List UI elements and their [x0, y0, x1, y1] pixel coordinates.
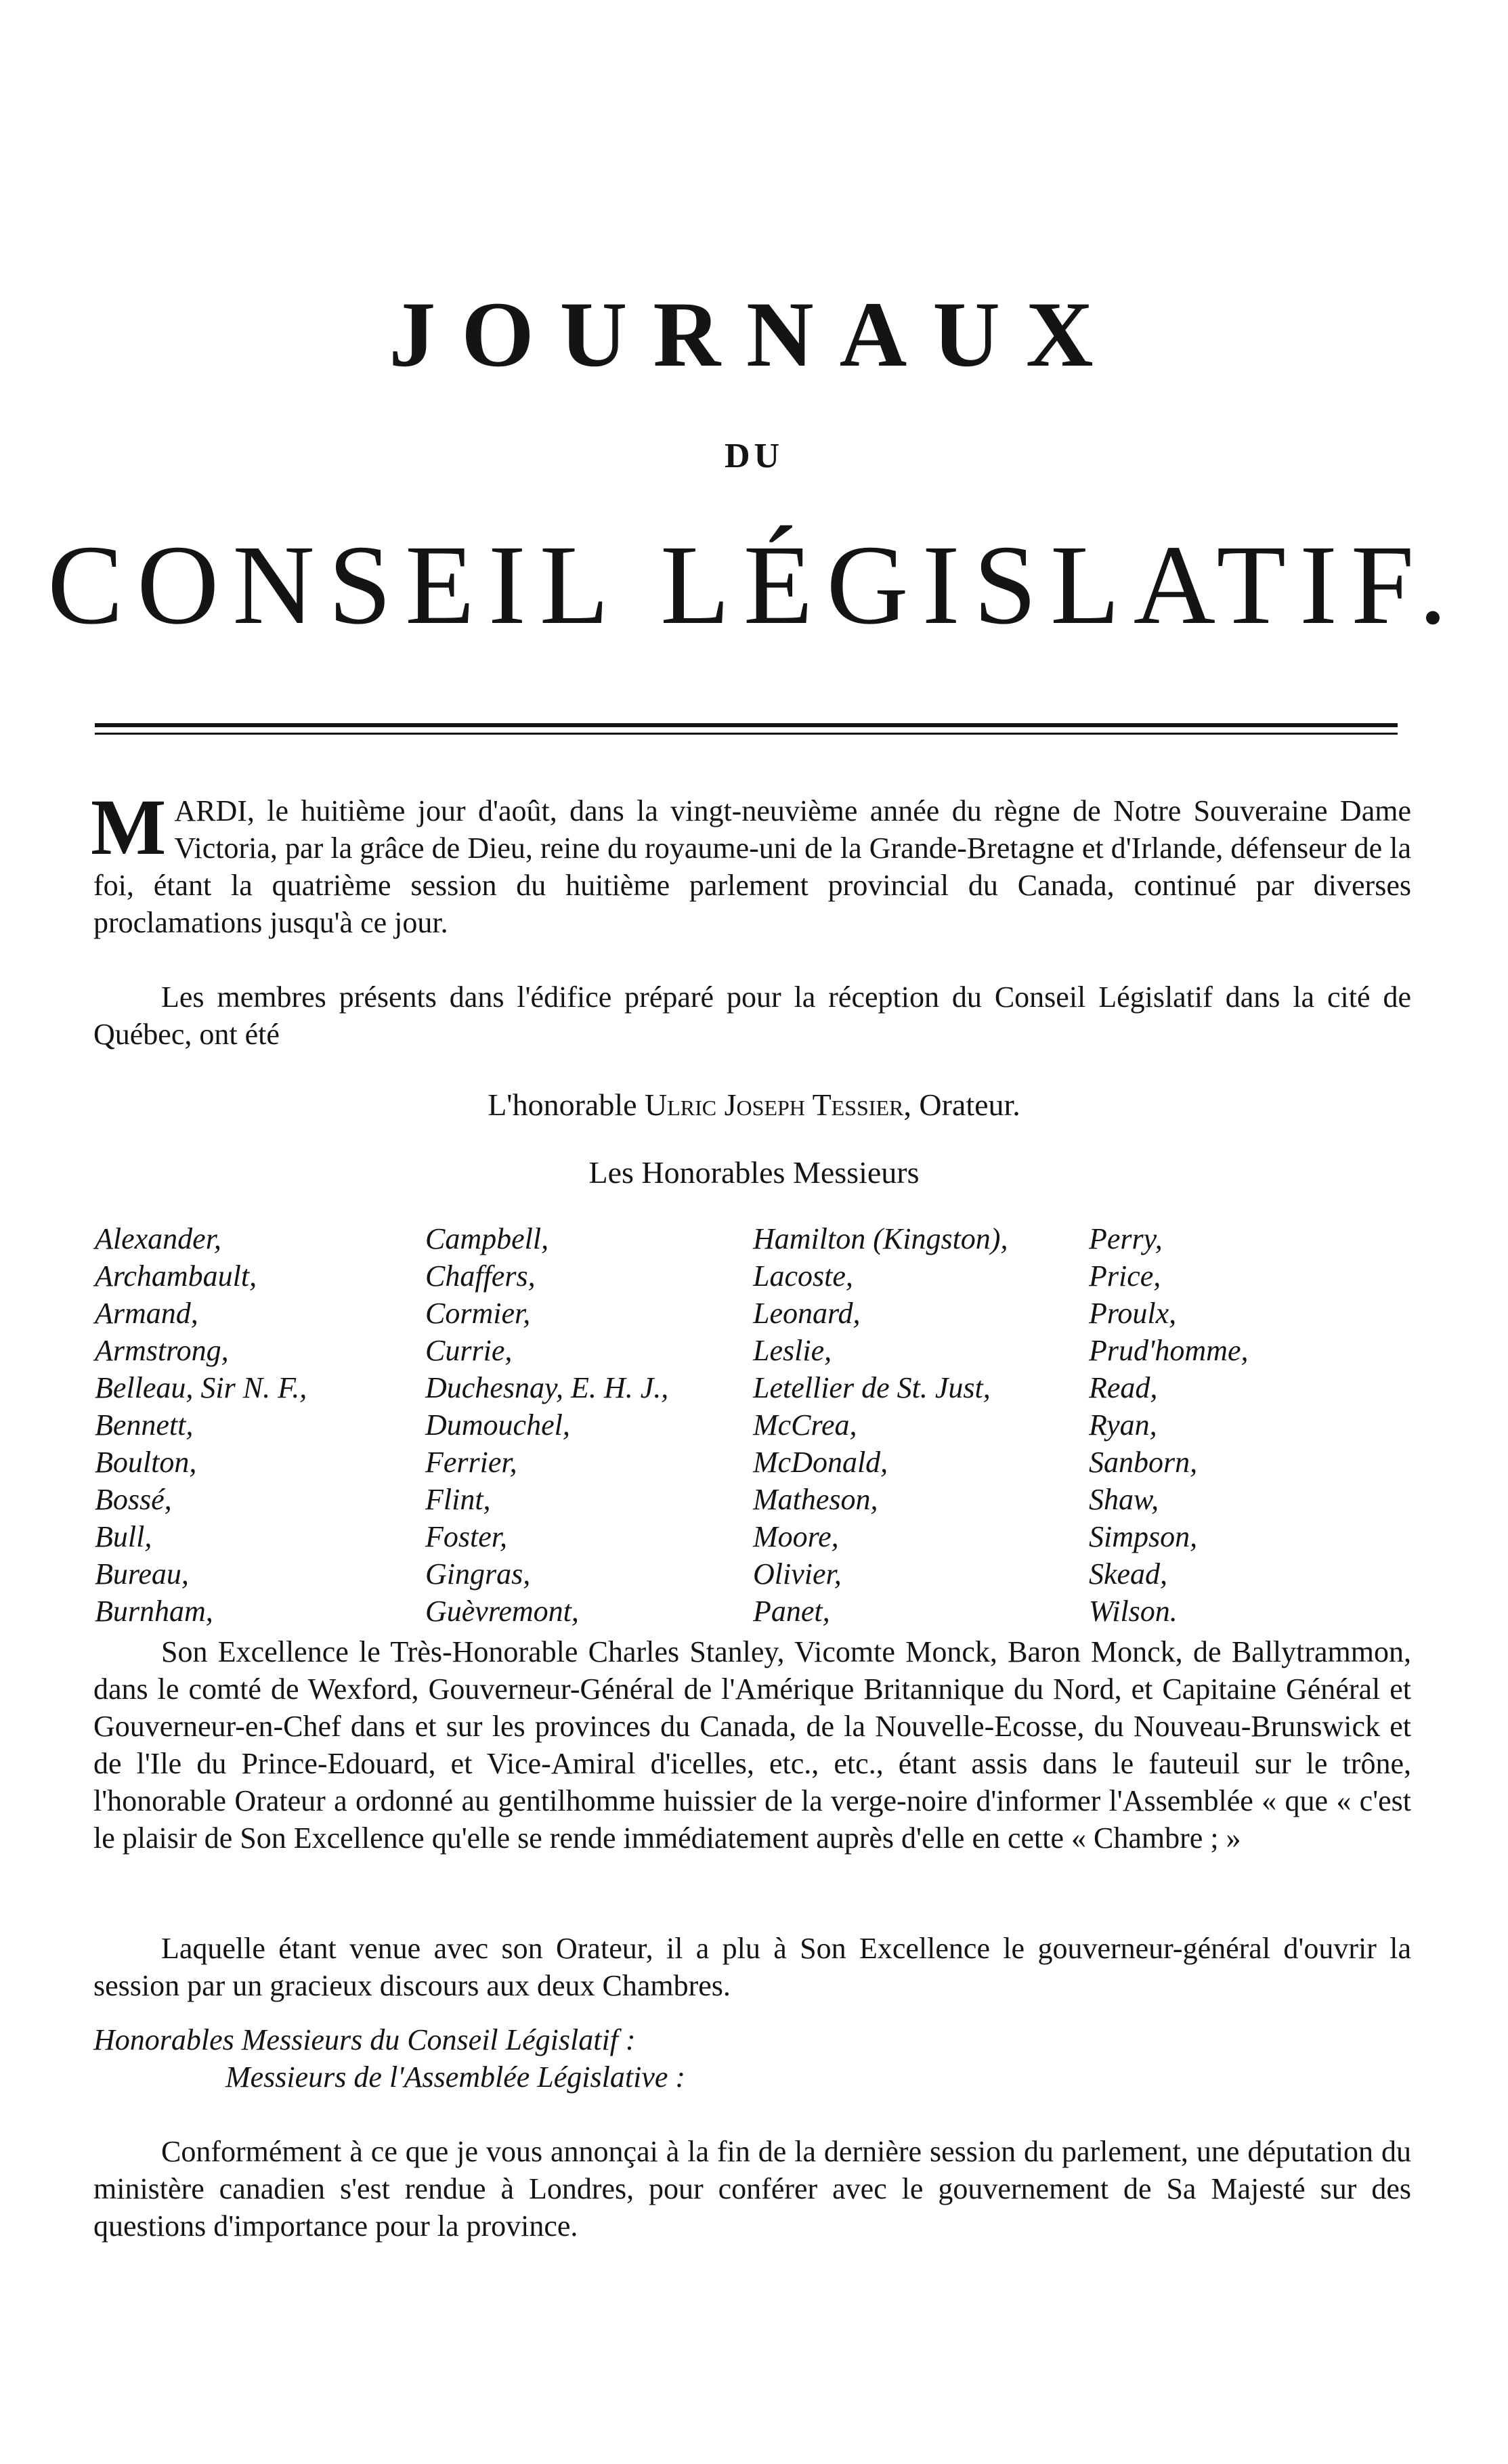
speaker-prefix: L'honorable [488, 1087, 637, 1122]
member-name: Proulx, [1089, 1297, 1177, 1330]
member-name: Boulton, [95, 1446, 197, 1479]
member-name: Panet, [753, 1595, 830, 1628]
members-column-4 [1089, 1220, 1249, 1630]
member-name: Guèvremont, [425, 1595, 579, 1628]
speaker-line [0, 1087, 1508, 1123]
member-name: Wilson. [1089, 1595, 1178, 1628]
address-assembly: Messieurs de l'Assemblée Législative : [225, 2060, 686, 2094]
member-name: Perry, [1089, 1222, 1163, 1255]
assembly-paragraph [93, 1930, 1411, 2004]
member-name: Bureau, [95, 1557, 189, 1591]
members-column-2 [425, 1220, 668, 1630]
opening-paragraph [91, 783, 1411, 941]
member-name: Lacoste, [753, 1259, 853, 1293]
member-name: McCrea, [753, 1408, 857, 1442]
member-name: Dumouchel, [425, 1408, 570, 1442]
member-name: Cormier, [425, 1297, 531, 1330]
member-name: Hamilton (Kingston), [753, 1222, 1008, 1255]
member-name: Skead, [1089, 1557, 1168, 1591]
member-name: Price, [1089, 1259, 1161, 1293]
governor-text: Son Excellence le Très-Honorable Charles Stanley, Vicomte Monck, Baron Monck, de Ballytrammon, dans le comté de Wexford, Gouverneur-Général de l'Amérique Britannique du Nord, et Capitaine Général et Gouverneur-en-Chef dans et sur les provinces du Canada, de la Nouvelle-Ecosse, du Nouveau-Brunswick et de l'Ile du Prince-Edouard, et Vice-Amiral d'icelles, etc., etc., étant assis dans le fauteuil sur le trône, l'honorable Orateur a ordonné au gentilhomme huissier de la verge-noire d'informer l'Assemblée « que « c'est le plaisir de Son Excellence qu'elle se rende immédiatement auprès d'elle en cette « Chambre ; » [93, 1635, 1411, 1855]
member-name: Alexander, [95, 1222, 221, 1255]
member-name: Bull, [95, 1520, 152, 1553]
member-name: Flint, [425, 1483, 491, 1516]
title-journaux: JOURNAUX [389, 282, 1119, 386]
speech-paragraph [93, 2133, 1411, 2245]
members-intro-paragraph [93, 978, 1411, 1053]
member-name: Moore, [753, 1520, 839, 1553]
member-name: Burnham, [95, 1595, 213, 1628]
member-name: Shaw, [1089, 1483, 1159, 1516]
governor-paragraph [93, 1633, 1411, 1857]
member-name: Matheson, [753, 1483, 878, 1516]
member-name: Gingras, [425, 1557, 531, 1591]
member-name: Bennett, [95, 1408, 194, 1442]
members-intro-text: Les membres présents dans l'édifice préparé pour la réception du Conseil Législatif dans la cité de Québec, ont été [93, 980, 1411, 1051]
drop-cap: M [91, 783, 167, 871]
member-name: Currie, [425, 1334, 513, 1367]
members-column-1 [95, 1220, 307, 1630]
member-name: Olivier, [753, 1557, 842, 1591]
member-name: Belleau, Sir N. F., [95, 1371, 307, 1404]
double-rule-bottom [95, 733, 1398, 735]
member-name: Archambault, [95, 1259, 257, 1293]
members-column-3 [753, 1220, 1008, 1630]
member-name: Duchesnay, E. H. J., [425, 1371, 669, 1404]
title-conseil-legislatif: CONSEIL LÉGISLATIF. [47, 522, 1461, 648]
member-name: Ferrier, [425, 1446, 517, 1479]
member-name: Prud'homme, [1089, 1334, 1249, 1367]
member-name: Campbell, [425, 1222, 549, 1255]
double-rule-top [95, 723, 1398, 727]
member-name: Armstrong, [95, 1334, 229, 1367]
title-du: DU [724, 437, 784, 475]
member-name: Armand, [95, 1297, 198, 1330]
member-name: Leonard, [753, 1297, 861, 1330]
member-name: Sanborn, [1089, 1446, 1198, 1479]
speaker-role: , Orateur. [903, 1087, 1020, 1122]
honorables-heading: Les Honorables Messieurs [588, 1155, 920, 1190]
assembly-text: Laquelle étant venue avec son Orateur, il a plu à Son Excellence le gouverneur-général d'ouvrir la session par un gracieux discours aux deux Chambres. [93, 1932, 1411, 2002]
speech-text: Conformément à ce que je vous annonçai à la fin de la dernière session du parlement, une députation du ministère canadien s'est rendue à Londres, pour conférer avec le gouvernement de Sa Majesté sur des questions d'importance pour la province. [93, 2135, 1411, 2243]
member-name: Bossé, [95, 1483, 172, 1516]
speech-address [93, 2021, 1411, 2096]
member-name: Foster, [425, 1520, 507, 1553]
address-council: Honorables Messieurs du Conseil Législatif : [93, 2023, 636, 2056]
opening-text: ARDI, le huitième jour d'août, dans la vingt-neuvième année du règne de Notre Souveraine Dame Victoria, par la grâce de Dieu, reine du royaume-uni de la Grande-Bretagne et d'Irlande, défenseur de la foi, étant la quatrième session du huitième parlement provincial du Canada, continué par diverses proclamations jusqu'à ce jour. [93, 794, 1411, 939]
member-name: Ryan, [1089, 1408, 1157, 1442]
speaker-name: Ulric Joseph Tessier [645, 1087, 904, 1122]
member-name: Chaffers, [425, 1259, 536, 1293]
member-name: Read, [1089, 1371, 1158, 1404]
member-name: Leslie, [753, 1334, 832, 1367]
member-name: Simpson, [1089, 1520, 1198, 1553]
member-name: Letellier de St. Just, [753, 1371, 991, 1404]
member-name: McDonald, [753, 1446, 888, 1479]
